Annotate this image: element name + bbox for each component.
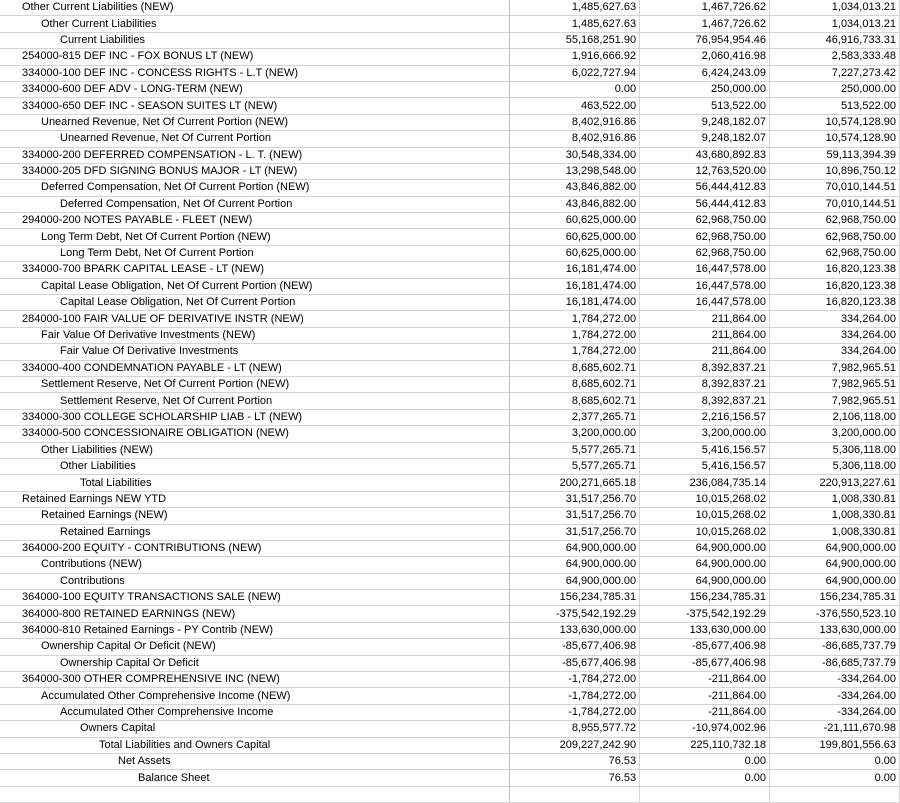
value-cell-col1[interactable]: 76.53 (510, 770, 640, 786)
table-row (0, 573, 900, 589)
account-label-cell[interactable]: 334000-100 DEF INC - CONCESS RIGHTS - L.T (NEW) (0, 65, 510, 81)
value-cell-col3[interactable]: 62,968,750.00 (770, 229, 900, 245)
table-row (0, 16, 900, 32)
value-cell-col1[interactable]: 8,685,602.71 (510, 376, 640, 392)
value-cell-col2[interactable]: -85,677,406.98 (640, 639, 770, 655)
account-label-cell[interactable]: Retained Earnings (0, 524, 510, 540)
table-row (0, 262, 900, 278)
value-cell-col2[interactable]: 16,447,578.00 (640, 262, 770, 278)
table-row (0, 65, 900, 81)
table-row (0, 721, 900, 737)
account-label-cell[interactable]: 364000-810 Retained Earnings - PY Contrib (NEW) (0, 622, 510, 638)
account-label-cell[interactable]: Other Liabilities (0, 458, 510, 474)
value-cell-col1[interactable]: 8,402,916.86 (510, 114, 640, 130)
value-cell-col2[interactable]: 5,416,156.57 (640, 458, 770, 474)
value-cell-col3[interactable]: 2,583,333.48 (770, 49, 900, 65)
table-row (0, 393, 900, 409)
value-cell-col2[interactable]: 9,248,182.07 (640, 131, 770, 147)
value-cell-col2[interactable]: -211,864.00 (640, 672, 770, 688)
value-cell-col3[interactable]: 10,896,750.12 (770, 163, 900, 179)
account-label-cell[interactable]: Fair Value Of Derivative Investments (0, 344, 510, 360)
value-cell-col2[interactable]: 236,084,735.14 (640, 475, 770, 491)
value-cell-col3[interactable]: 3,200,000.00 (770, 426, 900, 442)
account-label-cell[interactable]: Net Assets (0, 753, 510, 769)
account-label-cell[interactable]: 364000-800 RETAINED EARNINGS (NEW) (0, 606, 510, 622)
value-cell-col3[interactable]: 2,106,118.00 (770, 409, 900, 425)
value-cell-col1[interactable]: 16,181,474.00 (510, 262, 640, 278)
value-cell-col3[interactable]: -21,111,670.98 (770, 721, 900, 737)
value-cell-col3[interactable]: 7,227,273.42 (770, 65, 900, 81)
value-cell-col2[interactable]: 16,447,578.00 (640, 295, 770, 311)
value-cell-col2[interactable]: 76,954,954.46 (640, 32, 770, 48)
value-cell-col1[interactable]: 1,485,627.63 (510, 0, 640, 16)
value-cell-col1[interactable]: -375,542,192.29 (510, 606, 640, 622)
value-cell-col1[interactable]: 463,522.00 (510, 98, 640, 114)
account-label-cell[interactable]: Contributions (0, 573, 510, 589)
value-cell-col1[interactable]: 43,846,882.00 (510, 196, 640, 212)
value-cell-col2[interactable]: -10,974,002.96 (640, 721, 770, 737)
table-row (0, 491, 900, 507)
account-label-cell[interactable]: Other Liabilities (NEW) (0, 442, 510, 458)
value-cell-col2[interactable]: 250,000.00 (640, 81, 770, 97)
value-cell-col1[interactable]: -1,784,272.00 (510, 704, 640, 720)
value-cell-col3[interactable]: -86,685,737.79 (770, 639, 900, 655)
value-cell-col3[interactable]: 199,801,556.63 (770, 737, 900, 753)
table-row (0, 213, 900, 229)
account-label-cell[interactable]: Accumulated Other Comprehensive Income (0, 704, 510, 720)
value-cell-col2[interactable]: 211,864.00 (640, 344, 770, 360)
value-cell-col1[interactable]: 8,685,602.71 (510, 393, 640, 409)
value-cell-col1[interactable]: -1,784,272.00 (510, 688, 640, 704)
value-cell-col1[interactable]: 60,625,000.00 (510, 229, 640, 245)
value-cell-col3[interactable]: 7,982,965.51 (770, 376, 900, 392)
value-cell-col3[interactable]: 156,234,785.31 (770, 590, 900, 606)
value-cell-col3[interactable]: -376,550,523.10 (770, 606, 900, 622)
value-cell-col2[interactable]: -211,864.00 (640, 704, 770, 720)
account-label-cell[interactable]: Retained Earnings NEW YTD (0, 491, 510, 507)
table-row (0, 147, 900, 163)
value-cell-col1[interactable] (510, 786, 640, 802)
value-cell-col1[interactable]: 13,298,548.00 (510, 163, 640, 179)
value-cell-col3[interactable]: 64,900,000.00 (770, 540, 900, 556)
table-row (0, 508, 900, 524)
account-label-cell[interactable]: Owners Capital (0, 721, 510, 737)
value-cell-col2[interactable]: 12,763,520.00 (640, 163, 770, 179)
value-cell-col3[interactable]: 62,968,750.00 (770, 245, 900, 261)
account-label-cell[interactable]: Unearned Revenue, Net Of Current Portion (NEW) (0, 114, 510, 130)
table-row (0, 327, 900, 343)
value-cell-col2[interactable]: 2,060,416.98 (640, 49, 770, 65)
value-cell-col2[interactable]: 6,424,243.09 (640, 65, 770, 81)
account-label-cell[interactable]: Settlement Reserve, Net Of Current Portion (0, 393, 510, 409)
value-cell-col2[interactable]: 62,968,750.00 (640, 245, 770, 261)
value-cell-col3[interactable]: 1,008,330.81 (770, 491, 900, 507)
value-cell-col1[interactable]: 5,577,265.71 (510, 458, 640, 474)
value-cell-col2[interactable]: 211,864.00 (640, 327, 770, 343)
account-label-cell[interactable]: Deferred Compensation, Net Of Current Portion (0, 196, 510, 212)
value-cell-col2[interactable]: 211,864.00 (640, 311, 770, 327)
value-cell-col1[interactable]: 31,517,256.70 (510, 491, 640, 507)
value-cell-col3[interactable]: 0.00 (770, 770, 900, 786)
table-row (0, 639, 900, 655)
table-row (0, 376, 900, 392)
value-cell-col1[interactable]: 43,846,882.00 (510, 180, 640, 196)
value-cell-col1[interactable]: 30,548,334.00 (510, 147, 640, 163)
table-row (0, 606, 900, 622)
value-cell-col2[interactable]: 8,392,837.21 (640, 376, 770, 392)
value-cell-col1[interactable]: 3,200,000.00 (510, 426, 640, 442)
account-label-cell[interactable]: Fair Value Of Derivative Investments (NEW) (0, 327, 510, 343)
value-cell-col1[interactable]: 8,402,916.86 (510, 131, 640, 147)
value-cell-col1[interactable]: 5,577,265.71 (510, 442, 640, 458)
table-row (0, 557, 900, 573)
table-row (0, 0, 900, 16)
value-cell-col2[interactable]: 225,110,732.18 (640, 737, 770, 753)
value-cell-col1[interactable]: 64,900,000.00 (510, 557, 640, 573)
value-cell-col2[interactable]: 513,522.00 (640, 98, 770, 114)
value-cell-col2[interactable]: 0.00 (640, 753, 770, 769)
account-label-cell[interactable]: 254000-815 DEF INC - FOX BONUS LT (NEW) (0, 49, 510, 65)
table-row (0, 442, 900, 458)
account-label-cell[interactable]: Unearned Revenue, Net Of Current Portion (0, 131, 510, 147)
table-row (0, 688, 900, 704)
value-cell-col1[interactable]: 200,271,665.18 (510, 475, 640, 491)
table-row (0, 672, 900, 688)
value-cell-col3[interactable]: 46,916,733.31 (770, 32, 900, 48)
table-row (0, 590, 900, 606)
value-cell-col2[interactable]: 10,015,268.02 (640, 491, 770, 507)
account-label-cell[interactable]: 334000-205 DFD SIGNING BONUS MAJOR - LT (NEW) (0, 163, 510, 179)
account-label-cell[interactable]: Long Term Debt, Net Of Current Portion (NEW) (0, 229, 510, 245)
table-row (0, 786, 900, 802)
value-cell-col2[interactable]: 133,630,000.00 (640, 622, 770, 638)
table-row (0, 475, 900, 491)
value-cell-col2[interactable]: -211,864.00 (640, 688, 770, 704)
value-cell-col2[interactable]: 2,216,156.57 (640, 409, 770, 425)
value-cell-col3[interactable]: 64,900,000.00 (770, 573, 900, 589)
value-cell-col1[interactable]: 60,625,000.00 (510, 213, 640, 229)
value-cell-col3[interactable]: 16,820,123.38 (770, 262, 900, 278)
value-cell-col2[interactable]: 43,680,892.83 (640, 147, 770, 163)
value-cell-col1[interactable]: 16,181,474.00 (510, 278, 640, 294)
account-label-cell[interactable]: 334000-300 COLLEGE SCHOLARSHIP LIAB - LT (NEW) (0, 409, 510, 425)
value-cell-col3[interactable]: 513,522.00 (770, 98, 900, 114)
table-row (0, 540, 900, 556)
value-cell-col2[interactable]: -375,542,192.29 (640, 606, 770, 622)
value-cell-col2[interactable]: 64,900,000.00 (640, 573, 770, 589)
value-cell-col3[interactable]: -334,264.00 (770, 704, 900, 720)
value-cell-col1[interactable]: 8,955,577.72 (510, 721, 640, 737)
value-cell-col2[interactable] (640, 786, 770, 802)
value-cell-col3[interactable]: 1,034,013.21 (770, 16, 900, 32)
table-row (0, 524, 900, 540)
table-row (0, 344, 900, 360)
value-cell-col2[interactable]: 5,416,156.57 (640, 442, 770, 458)
value-cell-col3[interactable]: 62,968,750.00 (770, 213, 900, 229)
value-cell-col2[interactable]: 16,447,578.00 (640, 278, 770, 294)
account-label-cell[interactable]: Capital Lease Obligation, Net Of Current Portion (NEW) (0, 278, 510, 294)
value-cell-col1[interactable]: -85,677,406.98 (510, 655, 640, 671)
value-cell-col3[interactable]: 16,820,123.38 (770, 278, 900, 294)
value-cell-col2[interactable]: 3,200,000.00 (640, 426, 770, 442)
account-label-cell[interactable]: 334000-400 CONDEMNATION PAYABLE - LT (NEW) (0, 360, 510, 376)
account-label-cell[interactable]: Current Liabilities (0, 32, 510, 48)
value-cell-col2[interactable]: 56,444,412.83 (640, 180, 770, 196)
account-label-cell[interactable]: Settlement Reserve, Net Of Current Portion (NEW) (0, 376, 510, 392)
value-cell-col2[interactable]: 9,248,182.07 (640, 114, 770, 130)
value-cell-col3[interactable]: 334,264.00 (770, 344, 900, 360)
value-cell-col1[interactable]: 8,685,602.71 (510, 360, 640, 376)
value-cell-col2[interactable]: -85,677,406.98 (640, 655, 770, 671)
value-cell-col1[interactable]: 31,517,256.70 (510, 508, 640, 524)
value-cell-col1[interactable]: 1,784,272.00 (510, 327, 640, 343)
table-row (0, 409, 900, 425)
account-label-cell[interactable]: Accumulated Other Comprehensive Income (NEW) (0, 688, 510, 704)
value-cell-col3[interactable]: 250,000.00 (770, 81, 900, 97)
value-cell-col3[interactable]: 70,010,144.51 (770, 196, 900, 212)
value-cell-col3[interactable]: -334,264.00 (770, 688, 900, 704)
table-row (0, 360, 900, 376)
table-row (0, 180, 900, 196)
value-cell-col2[interactable]: 1,467,726.62 (640, 0, 770, 16)
account-label-cell[interactable]: 334000-500 CONCESSIONAIRE OBLIGATION (NEW) (0, 426, 510, 442)
value-cell-col1[interactable]: 64,900,000.00 (510, 573, 640, 589)
account-label-cell[interactable] (0, 786, 510, 802)
account-label-cell[interactable]: 364000-200 EQUITY - CONTRIBUTIONS (NEW) (0, 540, 510, 556)
value-cell-col1[interactable]: 2,377,265.71 (510, 409, 640, 425)
table-row (0, 753, 900, 769)
value-cell-col3[interactable] (770, 786, 900, 802)
value-cell-col1[interactable]: 1,485,627.63 (510, 16, 640, 32)
table-row (0, 245, 900, 261)
value-cell-col1[interactable]: 64,900,000.00 (510, 540, 640, 556)
table-row (0, 131, 900, 147)
table-row (0, 426, 900, 442)
value-cell-col1[interactable]: 31,517,256.70 (510, 524, 640, 540)
value-cell-col2[interactable]: 156,234,785.31 (640, 590, 770, 606)
table-row (0, 32, 900, 48)
value-cell-col2[interactable]: 64,900,000.00 (640, 557, 770, 573)
value-cell-col3[interactable]: 334,264.00 (770, 327, 900, 343)
value-cell-col2[interactable]: 56,444,412.83 (640, 196, 770, 212)
value-cell-col1[interactable]: -1,784,272.00 (510, 672, 640, 688)
table-row (0, 622, 900, 638)
value-cell-col3[interactable]: 5,306,118.00 (770, 458, 900, 474)
value-cell-col3[interactable]: 70,010,144.51 (770, 180, 900, 196)
value-cell-col3[interactable]: 59,113,394.39 (770, 147, 900, 163)
account-label-cell[interactable]: 334000-650 DEF INC - SEASON SUITES LT (NEW) (0, 98, 510, 114)
value-cell-col2[interactable]: 62,968,750.00 (640, 213, 770, 229)
account-label-cell[interactable]: Other Current Liabilities (NEW) (0, 0, 510, 16)
table-row (0, 655, 900, 671)
account-label-cell[interactable]: 334000-200 DEFERRED COMPENSATION - L. T. (NEW) (0, 147, 510, 163)
account-label-cell[interactable]: 364000-100 EQUITY TRANSACTIONS SALE (NEW) (0, 590, 510, 606)
table-row (0, 737, 900, 753)
value-cell-col3[interactable]: 0.00 (770, 753, 900, 769)
table-row (0, 704, 900, 720)
value-cell-col3[interactable]: 7,982,965.51 (770, 360, 900, 376)
value-cell-col3[interactable]: 1,008,330.81 (770, 508, 900, 524)
value-cell-col1[interactable]: 209,227,242.90 (510, 737, 640, 753)
table-row (0, 295, 900, 311)
account-label-cell[interactable]: Ownership Capital Or Deficit (NEW) (0, 639, 510, 655)
value-cell-col1[interactable]: 1,784,272.00 (510, 311, 640, 327)
value-cell-col3[interactable]: 133,630,000.00 (770, 622, 900, 638)
value-cell-col3[interactable]: -334,264.00 (770, 672, 900, 688)
account-label-cell[interactable]: 294000-200 NOTES PAYABLE - FLEET (NEW) (0, 213, 510, 229)
table-row (0, 311, 900, 327)
value-cell-col3[interactable]: -86,685,737.79 (770, 655, 900, 671)
value-cell-col1[interactable]: 133,630,000.00 (510, 622, 640, 638)
account-label-cell[interactable]: Total Liabilities and Owners Capital (0, 737, 510, 753)
value-cell-col2[interactable]: 62,968,750.00 (640, 229, 770, 245)
value-cell-col3[interactable]: 64,900,000.00 (770, 557, 900, 573)
table-row (0, 278, 900, 294)
value-cell-col2[interactable]: 8,392,837.21 (640, 360, 770, 376)
value-cell-col2[interactable]: 10,015,268.02 (640, 524, 770, 540)
value-cell-col1[interactable]: 55,168,251.90 (510, 32, 640, 48)
table-row (0, 114, 900, 130)
account-label-cell[interactable]: 284000-100 FAIR VALUE OF DERIVATIVE INSTR (NEW) (0, 311, 510, 327)
value-cell-col1[interactable]: 0.00 (510, 81, 640, 97)
value-cell-col3[interactable]: 220,913,227.61 (770, 475, 900, 491)
table-row (0, 770, 900, 786)
account-label-cell[interactable]: Total Liabilities (0, 475, 510, 491)
account-label-cell[interactable]: Deferred Compensation, Net Of Current Portion (NEW) (0, 180, 510, 196)
value-cell-col3[interactable]: 16,820,123.38 (770, 295, 900, 311)
account-label-cell[interactable]: 334000-600 DEF ADV - LONG-TERM (NEW) (0, 81, 510, 97)
account-label-cell[interactable]: Other Current Liabilities (0, 16, 510, 32)
value-cell-col2[interactable]: 8,392,837.21 (640, 393, 770, 409)
value-cell-col1[interactable]: 16,181,474.00 (510, 295, 640, 311)
value-cell-col1[interactable]: -85,677,406.98 (510, 639, 640, 655)
account-label-cell[interactable]: Ownership Capital Or Deficit (0, 655, 510, 671)
value-cell-col1[interactable]: 156,234,785.31 (510, 590, 640, 606)
table-row (0, 163, 900, 179)
value-cell-col2[interactable]: 0.00 (640, 770, 770, 786)
account-label-cell[interactable]: 364000-300 OTHER COMPREHENSIVE INC (NEW) (0, 672, 510, 688)
value-cell-col2[interactable]: 1,467,726.62 (640, 16, 770, 32)
account-label-cell[interactable]: Retained Earnings (NEW) (0, 508, 510, 524)
value-cell-col1[interactable]: 6,022,727.94 (510, 65, 640, 81)
value-cell-col1[interactable]: 1,916,666.92 (510, 49, 640, 65)
value-cell-col2[interactable]: 64,900,000.00 (640, 540, 770, 556)
account-label-cell[interactable]: Long Term Debt, Net Of Current Portion (0, 245, 510, 261)
account-label-cell[interactable]: Contributions (NEW) (0, 557, 510, 573)
value-cell-col1[interactable]: 1,784,272.00 (510, 344, 640, 360)
account-label-cell[interactable]: Balance Sheet (0, 770, 510, 786)
table-row (0, 458, 900, 474)
table-row (0, 229, 900, 245)
table-row (0, 98, 900, 114)
table-row (0, 196, 900, 212)
value-cell-col3[interactable]: 334,264.00 (770, 311, 900, 327)
table-row (0, 81, 900, 97)
value-cell-col1[interactable]: 76.53 (510, 753, 640, 769)
value-cell-col3[interactable]: 1,008,330.81 (770, 524, 900, 540)
value-cell-col1[interactable]: 60,625,000.00 (510, 245, 640, 261)
value-cell-col2[interactable]: 10,015,268.02 (640, 508, 770, 524)
account-label-cell[interactable]: 334000-700 BPARK CAPITAL LEASE - LT (NEW) (0, 262, 510, 278)
table-row (0, 49, 900, 65)
value-cell-col3[interactable]: 10,574,128.90 (770, 131, 900, 147)
account-label-cell[interactable]: Capital Lease Obligation, Net Of Current Portion (0, 295, 510, 311)
value-cell-col3[interactable]: 10,574,128.90 (770, 114, 900, 130)
value-cell-col3[interactable]: 5,306,118.00 (770, 442, 900, 458)
value-cell-col3[interactable]: 7,982,965.51 (770, 393, 900, 409)
value-cell-col3[interactable]: 1,034,013.21 (770, 0, 900, 16)
